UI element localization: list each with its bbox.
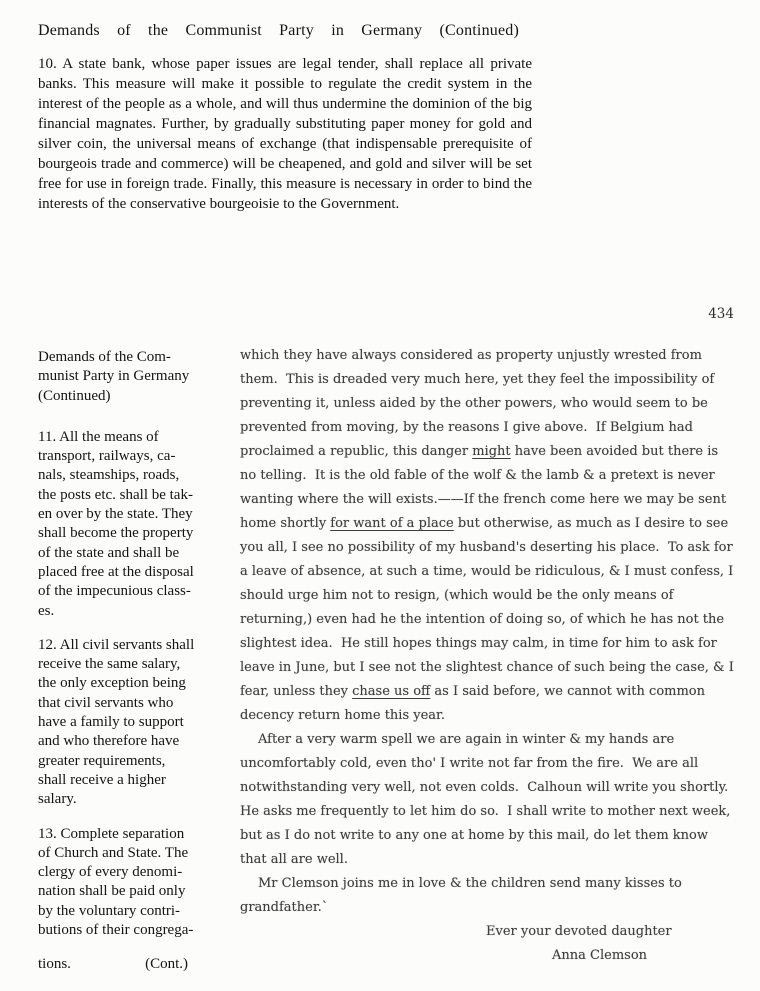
text-line: no telling. It is the old fable of the wolf & the lamb & a pretext is never xyxy=(240,468,715,483)
text-line: them. This is dreaded very much here, yet they feel the impossibility of xyxy=(240,372,715,387)
text-line: have a family to support xyxy=(38,714,184,731)
left-column xyxy=(38,348,208,975)
text-line: you all, I see no possibility of my husband's deserting his place. To ask for xyxy=(240,540,733,555)
text-line: notwithstanding very well, not even colds. Calhoun will write you shortly. xyxy=(240,780,729,795)
text-line: nals, steamships, roads, xyxy=(38,467,180,484)
text-line: by the voluntary contri- xyxy=(38,902,181,919)
text-line: proclaimed a republic, this danger might have been avoided but there is xyxy=(240,444,719,459)
text-line: en over by the state. They xyxy=(38,506,193,523)
text-line: shall receive a higher xyxy=(38,771,166,788)
text-line: grandfather.` xyxy=(240,900,329,915)
text-line: that civil servants who xyxy=(38,694,174,711)
text-line: the posts etc. shall be tak- xyxy=(38,486,193,503)
text-line: (Continued) xyxy=(38,387,111,404)
underlined-phrase: chase us off xyxy=(352,684,431,699)
text-line: leave in June, but I see not the slightest chance of such being the case, & I xyxy=(240,660,734,675)
text-line: that all are well. xyxy=(240,852,348,867)
letter-signature: Anna Clemson xyxy=(552,948,648,963)
text-line: of Church and State. The xyxy=(38,844,189,861)
text-line: butions of their congrega- xyxy=(38,922,194,939)
letter-column xyxy=(240,344,742,968)
text-line: es. xyxy=(38,602,55,619)
underlined-phrase: for want of a place xyxy=(330,516,454,531)
text-line: decency return home this year. xyxy=(240,708,445,723)
page-title: Demands of the Communist Party in Germany (Continued) xyxy=(38,22,519,39)
letter-valediction: Ever your devoted daughter xyxy=(486,924,672,939)
text-line: clergy of every denomi- xyxy=(38,864,183,881)
text-line: transport, railways, ca- xyxy=(38,448,176,465)
text-line: greater requirements, xyxy=(38,752,166,769)
text-line: receive the same salary, xyxy=(38,656,181,673)
text-line: Demands of the Com- xyxy=(38,349,171,365)
text-line: of the state and shall be xyxy=(38,544,180,561)
text-line: slightest idea. He still hopes things may calm, in time for him to ask for xyxy=(240,636,717,651)
item-11-paragraph xyxy=(38,428,208,621)
text-line: should urge him not to resign, (which would be the only means of xyxy=(240,588,674,603)
page-number: 434 xyxy=(708,306,734,322)
text-line: nation shall be paid only xyxy=(38,883,186,900)
text-line: 12. All civil servants shall xyxy=(38,636,195,653)
underlined-phrase: might xyxy=(472,444,511,459)
text-line: preventing it, unless aided by the other powers, who would seem to be xyxy=(240,396,708,411)
text-line: Mr Clemson joins me in love & the children send many kisses to xyxy=(258,876,682,891)
text-line: prevented from moving, by the reasons I give above. If Belgium had xyxy=(240,420,693,435)
text-line: but as I do not write to any one at home by this mail, do let them know xyxy=(240,828,708,843)
text-line: 11. All the means of xyxy=(38,428,159,445)
text-line: wanting where the will exists.——If the french come here we may be sent xyxy=(240,492,727,507)
text-line: the only exception being xyxy=(38,675,186,692)
text-line: uncomfortably cold, even tho' I write not far from the fire. We are all xyxy=(240,756,699,771)
text-line: of the impecunious class- xyxy=(38,583,191,600)
text-line: and who therefore have xyxy=(38,733,180,750)
item-13-last-word: tions. xyxy=(38,956,71,973)
text-line: shall become the property xyxy=(38,525,194,542)
text-line: returning,) even had he the intention of doing so, of which he has not the xyxy=(240,612,725,627)
text-line: salary. xyxy=(38,791,77,808)
text-line: placed free at the disposal xyxy=(38,563,194,580)
text-line: 13. Complete separation xyxy=(38,825,185,842)
letter-body xyxy=(240,344,742,920)
text-line: After a very warm spell we are again in winter & my hands are xyxy=(258,732,675,747)
text-line: a leave of absence, at such a time, would be ridiculous, & I must confess, I xyxy=(240,564,734,579)
text-line: He asks me frequently to let him do so. I shall write to mother next week, xyxy=(240,804,731,819)
item-10-paragraph: 10. A state bank, whose paper issues are legal tender, shall replace all private banks. This measure will make it possible to regulate the credit system in the interest of the people as a whole, and will thus undermine the dominion of the big financial magnates. Further, by gradually substituting paper money for gold and silver coin, the universal means of exchange (that indispensable prerequisite of bourgeois trade and commerce) will be cheapened, and gold and silver will be set free for use in foreign trade. Finally, this measure is necessary in order to bind the interests of the conservative bourgeoisie to the Government. xyxy=(38,56,532,212)
item-12-paragraph xyxy=(38,636,208,810)
text-line: munist Party in Germany xyxy=(38,368,190,385)
continued-marker: (Cont.) xyxy=(145,956,188,973)
text-line: which they have always considered as property unjustly wrested from xyxy=(240,348,702,363)
text-line: fear, unless they chase us off as I said before, we cannot with common xyxy=(240,684,705,699)
left-column-heading xyxy=(38,348,208,406)
item-13-paragraph xyxy=(38,825,208,941)
text-line: home shortly for want of a place but otherwise, as much as I desire to see xyxy=(240,516,729,531)
item-13-last-line xyxy=(38,955,188,974)
